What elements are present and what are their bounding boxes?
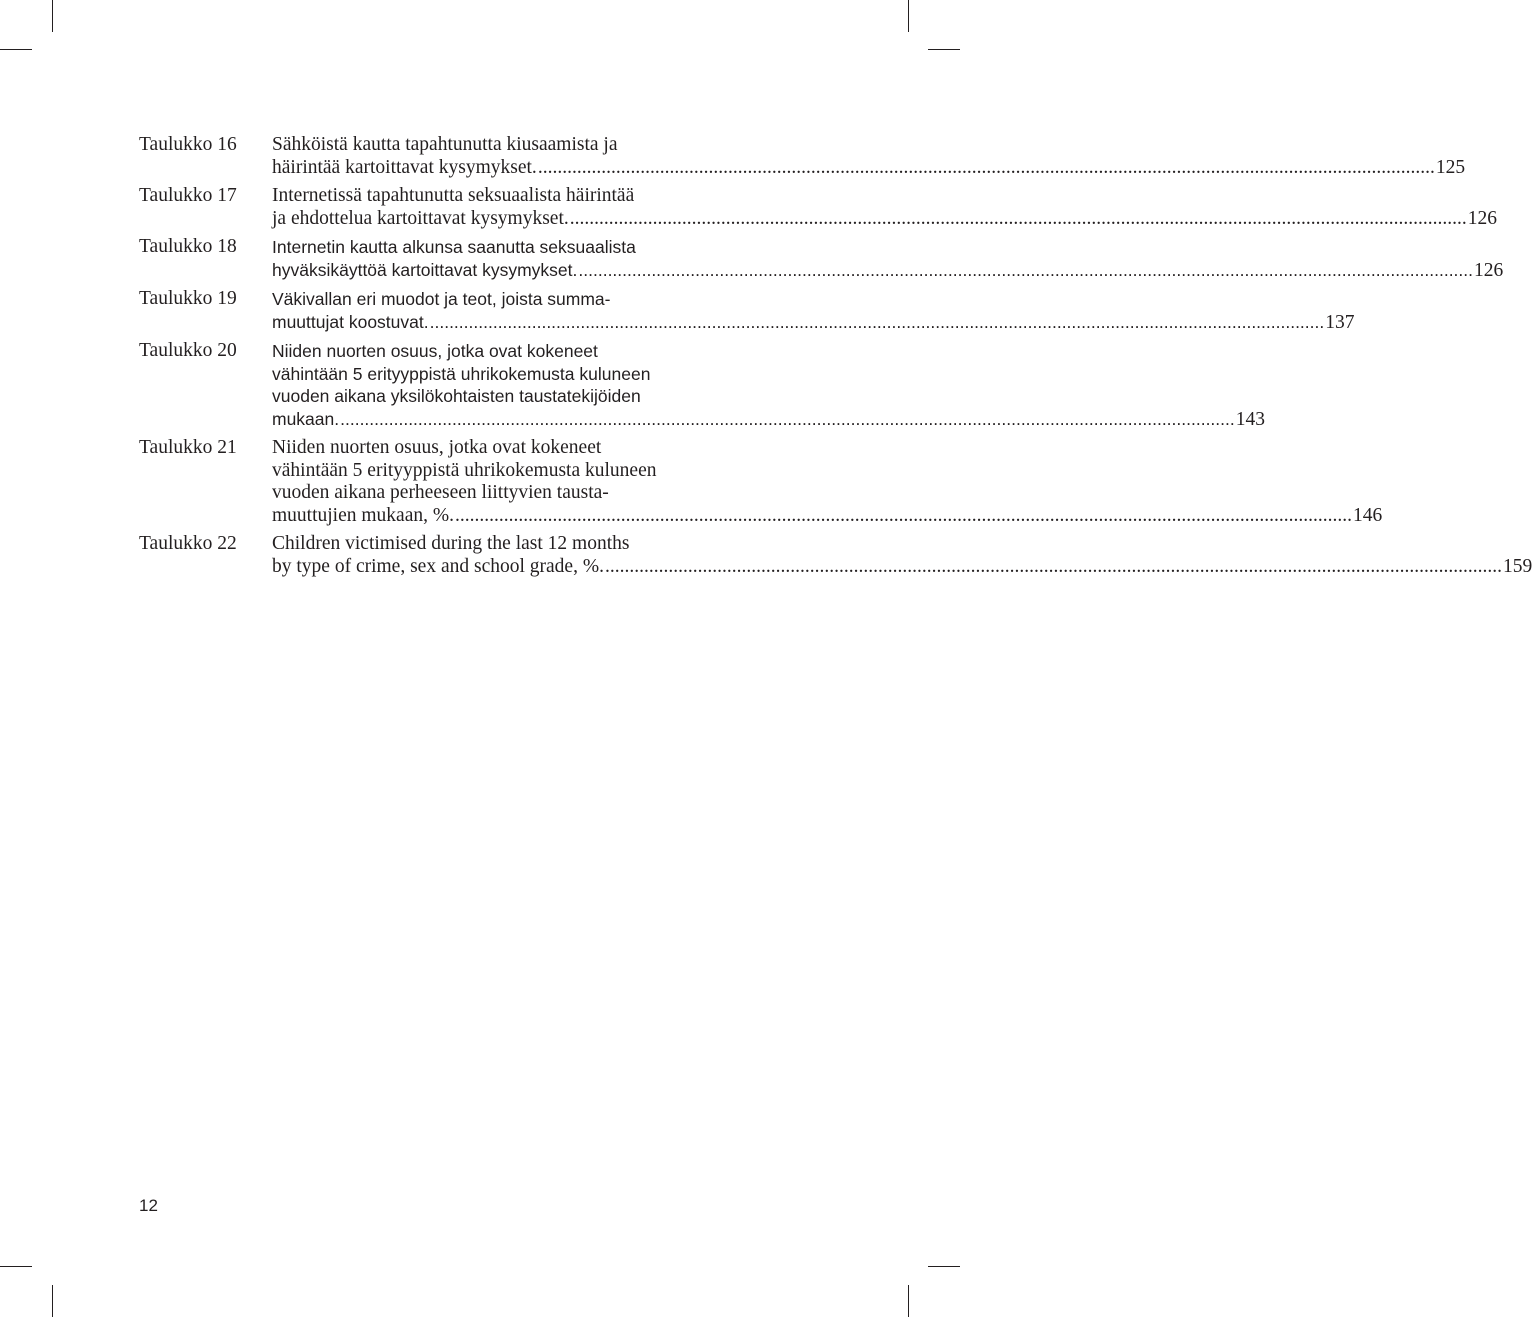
toc-entry-title-line: Internetin kautta alkunsa saanutta seksuaalista [272,237,636,257]
toc-entry-title-line: Internetissä tapahtunutta seksuaalista häirintää [272,185,635,206]
toc-entry-page-number[interactable]: 159 [1502,555,1532,577]
toc-entry-title [272,236,1503,282]
toc-entry-page-number[interactable]: 126 [1467,207,1498,229]
toc-entry-title-line: Children victimised during the last 12 months [272,533,630,554]
dot-leader [430,311,1325,334]
toc-entry-title [272,437,1382,527]
toc-entry-page-number[interactable]: 125 [1435,156,1466,178]
toc-entry-title-line: vuoden aikana yksilökohtaisten taustatekijöiden [272,386,641,406]
dot-leader [578,259,1473,282]
toc-entry-title-line: vähintään 5 erityyppistä uhrikokemusta kuluneen [272,363,651,384]
toc-entry-page-number[interactable]: 143 [1235,408,1265,430]
toc-entry-title [272,288,1355,334]
toc-entry-label: Taulukko 21 [139,437,237,458]
toc-entry-title-last-line: muuttujat koostuvat. [272,311,429,332]
toc-entry-title [272,185,1497,230]
dot-leader [605,556,1502,579]
dot-leader [340,408,1235,431]
toc-entry-title-last-line: ja ehdottelua kartoittavat kysymykset. [272,207,569,229]
toc-entry-page-number[interactable]: 126 [1474,259,1504,281]
toc-entry-title-last-line: mukaan. [272,408,340,429]
crop-mark-top-left-vertical [52,0,53,32]
toc-entry-label: Taulukko 19 [139,288,237,309]
toc-entry-title-last-line: häirintää kartoittavat kysymykset. [272,156,537,178]
crop-mark-bottom-right-horizontal [928,1266,960,1267]
toc-entry-title [272,340,1265,431]
dot-leader [570,208,1467,231]
toc-entry-title-line: Niiden nuorten osuus, jotka ovat kokeneet [272,437,602,458]
crop-mark-bottom-left-horizontal [0,1266,32,1267]
toc-entry[interactable] [139,185,1498,230]
table-of-tables [139,134,1532,584]
crop-mark-bottom-left-vertical [52,1285,53,1317]
page-number: 12 [139,1196,158,1215]
toc-entry[interactable] [139,288,1355,334]
toc-entry-title-last-line: hyväksikäyttöä kartoittavat kysymykset. [272,259,578,280]
toc-entry[interactable] [139,236,1504,282]
toc-entry-page-number[interactable]: 137 [1325,311,1355,333]
toc-entry-title-last-line: muuttujien mukaan, %. [272,504,454,526]
toc-entry-title-last-line: by type of crime, sex and school grade, %. [272,555,604,577]
crop-mark-top-right-horizontal [928,49,960,50]
toc-entry-label: Taulukko 22 [139,533,237,554]
toc-entry-title-line: vuoden aikana perheeseen liittyvien tausta- [272,482,609,503]
toc-entry-title-line: Niiden nuorten osuus, jotka ovat kokeneet [272,341,598,361]
toc-entry-page-number[interactable]: 146 [1352,504,1383,526]
crop-mark-top-left-horizontal [0,49,32,50]
toc-entry-label: Taulukko 18 [139,236,237,257]
toc-entry-label: Taulukko 16 [139,134,237,155]
crop-mark-top-right-vertical [908,0,909,32]
toc-entry[interactable] [139,134,1466,179]
toc-entry-label: Taulukko 17 [139,185,237,206]
toc-entry-title-line: vähintään 5 erityyppistä uhrikokemusta kuluneen [272,459,657,481]
dot-leader [455,505,1352,528]
dot-leader [538,157,1435,180]
toc-entry-title-line: Väkivallan eri muodot ja teot, joista summa- [272,289,611,309]
toc-entry-label: Taulukko 20 [139,340,237,361]
toc-entry[interactable] [139,533,1532,578]
toc-entry[interactable] [139,340,1265,431]
toc-entry[interactable] [139,437,1383,527]
crop-mark-bottom-right-vertical [908,1285,909,1317]
toc-entry-title-line: Sähköistä kautta tapahtunutta kiusaamista ja [272,134,618,155]
toc-entry-title [272,134,1465,179]
toc-entry-title [272,533,1532,578]
